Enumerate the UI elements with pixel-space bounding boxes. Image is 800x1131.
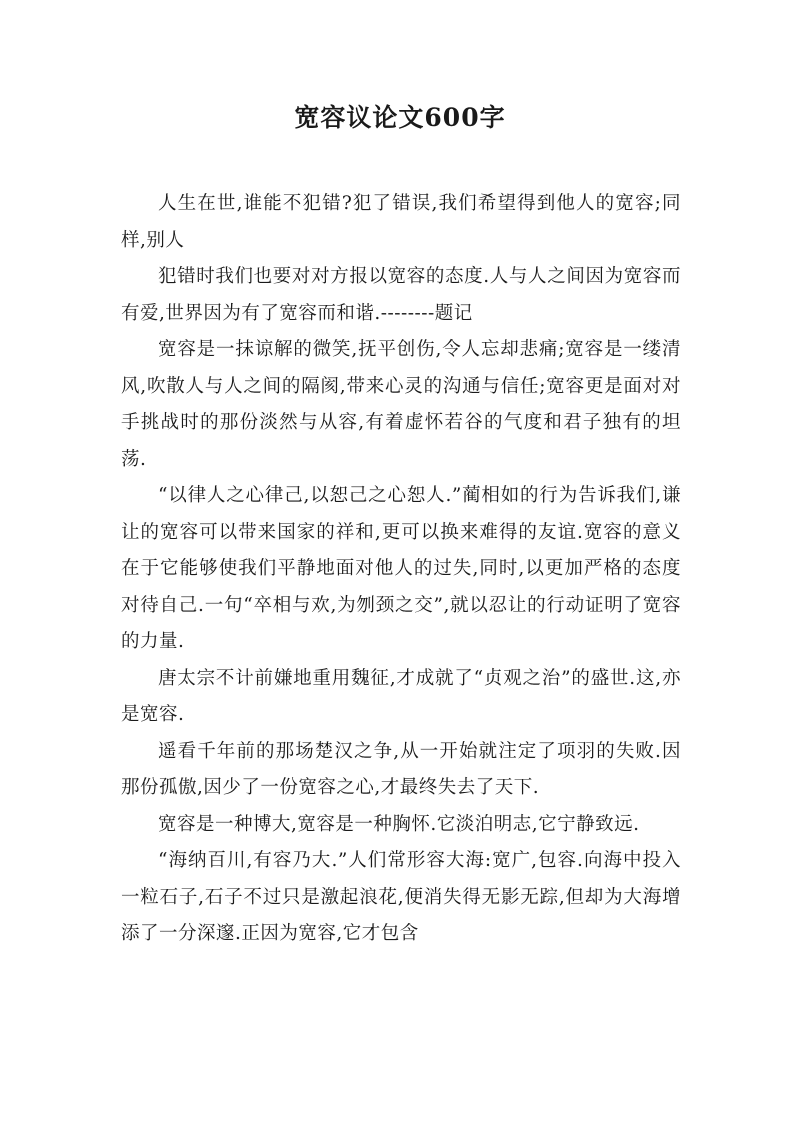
document-title: 宽容议论文600字 <box>294 103 506 132</box>
paragraph: 宽容是一种博大,宽容是一种胸怀.它淡泊明志,它宁静致远. <box>158 813 640 835</box>
paragraph: 人生在世,谁能不犯错?犯了错误,我们希望得到他人的宽容;同样,别人 <box>121 193 681 251</box>
paragraph: “以律人之心律己,以恕己之心恕人.”蔺相如的行为告诉我们,谦让的宽容可以带来国家的祥和,更可以换来难得的友谊.宽容的意义在于它能够使我们平静地面对他人的过失,同时,以更加严格的态度对待自己.一句“卒相与欢,为刎颈之交”,就以忍让的行动证明了宽容的力量. <box>121 485 681 652</box>
paragraph: 犯错时我们也要对对方报以宽容的态度.人与人之间因为宽容而有爱,世界因为有了宽容而和谐.--------题记 <box>121 266 681 324</box>
paragraph: “海纳百川,有容乃大.”人们常形容大海:宽广,包容.向海中投入一粒石子,石子不过只是激起浪花,便消失得无影无踪,但却为大海增添了一分深邃.正因为宽容,它才包含 <box>121 850 681 944</box>
paragraph: 遥看千年前的那场楚汉之争,从一开始就注定了项羽的失败.因那份孤傲,因少了一份宽容之心,才最终失去了天下. <box>121 740 681 798</box>
paragraph: 唐太宗不计前嫌地重用魏征,才成就了“贞观之治”的盛世.这,亦是宽容. <box>121 667 681 725</box>
paragraph: 宽容是一抹谅解的微笑,抚平创伤,令人忘却悲痛;宽容是一缕清风,吹散人与人之间的隔阂,带来心灵的沟通与信任;宽容更是面对对手挑战时的那份淡然与从容,有着虚怀若谷的气度和君子独有的坦荡. <box>121 339 681 470</box>
document-body <box>121 186 681 953</box>
